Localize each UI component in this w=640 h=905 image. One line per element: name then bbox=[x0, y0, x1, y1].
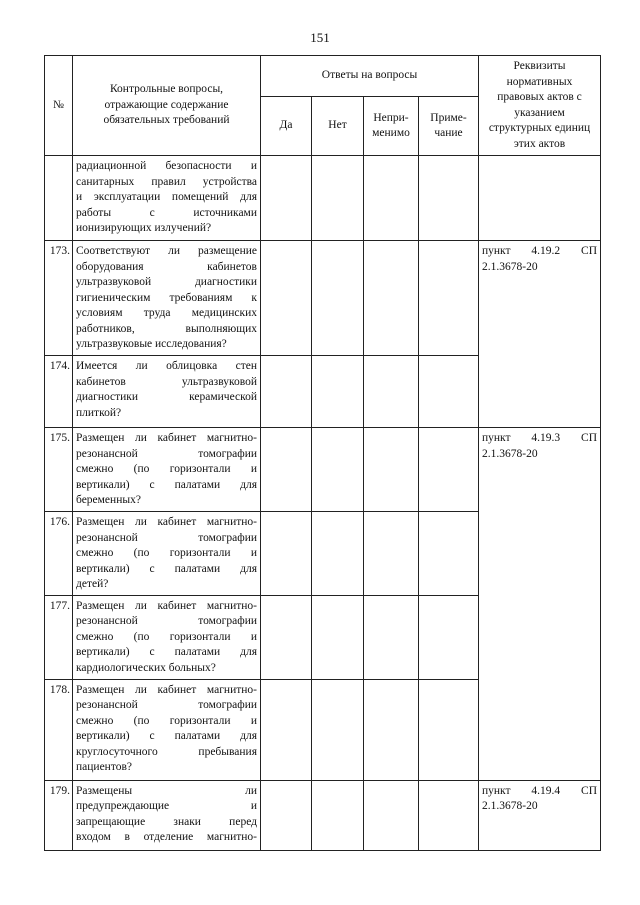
answer-not-applicable-cell bbox=[364, 428, 419, 512]
answer-note-cell bbox=[419, 156, 479, 241]
reference-cell bbox=[479, 156, 601, 241]
answer-yes-cell bbox=[261, 780, 312, 850]
answer-not-applicable-cell bbox=[364, 679, 419, 780]
row-number: 174. bbox=[45, 356, 73, 428]
answer-yes-cell bbox=[261, 356, 312, 428]
answer-note-cell bbox=[419, 780, 479, 850]
answer-no-cell bbox=[312, 356, 364, 428]
answer-no-cell bbox=[312, 428, 364, 512]
header-yes: Да bbox=[261, 97, 312, 156]
header-refs: Реквизиты нормативных правовых актов с указанием структурных единиц этих актов bbox=[479, 56, 601, 156]
answer-yes-cell bbox=[261, 241, 312, 356]
answer-not-applicable-cell bbox=[364, 780, 419, 850]
row-number: 179. bbox=[45, 780, 73, 850]
table-row bbox=[45, 780, 601, 850]
reference-cell: пункт 4.19.2 СП 2.1.3678-20 bbox=[479, 241, 601, 428]
table-row bbox=[45, 428, 601, 512]
answer-note-cell bbox=[419, 241, 479, 356]
question-text: Соответствуют ли размещение оборудования кабинетов ультразвуковой диагностики гигиеническим требованиям к условиям труда медицинских работников, выполняющих ультразвуковые исследования? bbox=[73, 241, 261, 356]
question-text: Размещены ли предупреждающие и запрещающие знаки перед входом в отделение магнитно- bbox=[73, 780, 261, 850]
question-text: Размещен ли кабинет магнитно- резонансной томографии смежно (по горизонтали и вертикали) с палатами для детей? bbox=[73, 512, 261, 596]
question-text: Размещен ли кабинет магнитно- резонансной томографии смежно (по горизонтали и вертикали) с палатами для беременных? bbox=[73, 428, 261, 512]
row-number: 176. bbox=[45, 512, 73, 596]
reference-cell: пункт 4.19.3 СП 2.1.3678-20 bbox=[479, 428, 601, 781]
answer-note-cell bbox=[419, 595, 479, 679]
answer-yes-cell bbox=[261, 428, 312, 512]
answer-not-applicable-cell bbox=[364, 156, 419, 241]
header-not-applicable: Непри- менимо bbox=[364, 97, 419, 156]
row-number: 173. bbox=[45, 241, 73, 356]
question-text: радиационной безопасности и санитарных правил устройства и эксплуатации помещений для работы с источниками ионизирующих излучений? bbox=[73, 156, 261, 241]
answer-note-cell bbox=[419, 428, 479, 512]
table-row bbox=[45, 156, 601, 241]
page-number: 151 bbox=[310, 30, 330, 45]
answer-yes-cell bbox=[261, 595, 312, 679]
row-number: 177. bbox=[45, 595, 73, 679]
row-number: 178. bbox=[45, 679, 73, 780]
answer-note-cell bbox=[419, 356, 479, 428]
reference-cell: пункт 4.19.4 СП 2.1.3678-20 bbox=[479, 780, 601, 850]
header-no: Нет bbox=[312, 97, 364, 156]
answer-yes-cell bbox=[261, 512, 312, 596]
answer-no-cell bbox=[312, 780, 364, 850]
header-note: Приме- чание bbox=[419, 97, 479, 156]
checklist-table bbox=[44, 55, 601, 851]
answer-yes-cell bbox=[261, 156, 312, 241]
header-num: № bbox=[45, 56, 73, 156]
question-text: Размещен ли кабинет магнитно- резонансной томографии смежно (по горизонтали и вертикали) с палатами для кардиологических больных? bbox=[73, 595, 261, 679]
question-text: Имеется ли облицовка стен кабинетов ультразвуковой диагностики керамической плиткой? bbox=[73, 356, 261, 428]
answer-not-applicable-cell bbox=[364, 241, 419, 356]
answer-not-applicable-cell bbox=[364, 595, 419, 679]
answer-yes-cell bbox=[261, 679, 312, 780]
answer-no-cell bbox=[312, 679, 364, 780]
answer-not-applicable-cell bbox=[364, 356, 419, 428]
answer-note-cell bbox=[419, 679, 479, 780]
answer-no-cell bbox=[312, 595, 364, 679]
header-question: Контрольные вопросы, отражающие содержание обязательных требований bbox=[73, 56, 261, 156]
table-row bbox=[45, 241, 601, 356]
header-answers: Ответы на вопросы bbox=[261, 56, 479, 97]
row-number bbox=[45, 156, 73, 241]
answer-no-cell bbox=[312, 512, 364, 596]
answer-note-cell bbox=[419, 512, 479, 596]
answer-not-applicable-cell bbox=[364, 512, 419, 596]
row-number: 175. bbox=[45, 428, 73, 512]
answer-no-cell bbox=[312, 156, 364, 241]
question-text: Размещен ли кабинет магнитно- резонансной томографии смежно (по горизонтали и вертикали) с палатами для круглосуточного пребывания пациентов? bbox=[73, 679, 261, 780]
answer-no-cell bbox=[312, 241, 364, 356]
